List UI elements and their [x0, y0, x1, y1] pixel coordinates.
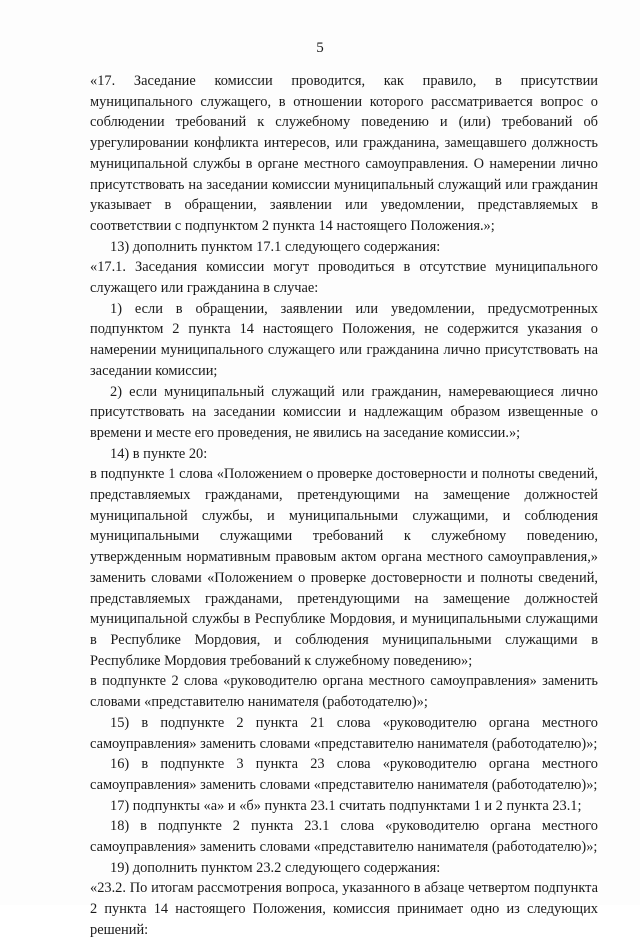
- document-body: [90, 71, 598, 941]
- paragraph-item-16: 16) в подпункте 3 пункта 23 слова «руководителю органа местного самоуправления» заменить словами «представителю нанимателя (работодателю)»;: [90, 756, 598, 793]
- paragraph-17: «17. Заседание комиссии проводится, как правило, в присутствии муниципального служащего, в отношении которого рассматривается вопрос о соблюдении требований к служебному поведению и (или) требований об урегулировании конфликта интересов, или гражданина, замещавшего должность муниципальной службы в органе местного самоуправления. О намерении лично присутствовать на заседании комиссии муниципальный служащий или гражданин указывает в обращении, заявлении или уведомлении, представляемых в соответствии с подпунктом 2 пункта 14 настоящего Положения.»;: [90, 73, 598, 234]
- paragraph-item-18: 18) в подпункте 2 пункта 23.1 слова «руководителю органа местного самоуправления» заменить словами «представителю нанимателя (работодателю)»;: [90, 818, 598, 856]
- page-number: 5: [316, 40, 324, 56]
- paragraph-17-1: «17.1. Заседания комиссии могут проводиться в отсутствие муниципального служащего или гражданина в случае:: [90, 259, 598, 297]
- paragraph-item-14-subitem-2: в подпункте 2 слова «руководителю органа местного самоуправления» заменить словами «представителю нанимателя (работодателю)»;: [90, 673, 598, 711]
- paragraph-item-13: 13) дополнить пунктом 17.1 следующего содержания:: [110, 238, 441, 255]
- paragraph-item-14: 14) в пункте 20:: [110, 445, 208, 462]
- paragraph-item-15: 15) в подпункте 2 пункта 21 слова «руководителю органа местного самоуправления» заменить словами «представителю нанимателя (работодателю)»;: [90, 714, 598, 752]
- paragraph-item-17: 17) подпункты «а» и «б» пункта 23.1 считать подпунктами 1 и 2 пункта 23.1;: [110, 797, 582, 814]
- paragraph-23-2: «23.2. По итогам рассмотрения вопроса, указанного в абзаце четвертом подпункта 2 пункта 14 настоящего Положения, комиссия принимает одно из следующих решений:: [90, 880, 598, 938]
- paragraph-17-1-subitem-1: 1) если в обращении, заявлении или уведомлении, предусмотренных подпунктом 2 пункта 14 настоящего Положения, не содержится указания о намерении муниципального служащего или гражданина лично присутствовать на заседании комиссии;: [90, 300, 598, 379]
- paragraph-item-14-subitem-1: в подпункте 1 слова «Положением о проверке достоверности и полноты сведений, представляемых гражданами, претендующими на замещение должностей муниципальной службы, и муниципальными служащими, и соблюдения муниципальными служащими требований к служебному поведению, утвержденным нормативным правовым актом органа местного самоуправления,» заменить словами «Положением о проверке достоверности и полноты сведений, представляемых гражданами, претендующими на замещение должностей муниципальной службы в Республике Мордовия, и муниципальными служащими в Республике Мордовия, и соблюдения муниципальными служащими в Республике Мордовия требований к служебному поведению»;: [90, 466, 598, 669]
- paragraph-17-1-subitem-2: 2) если муниципальный служащий или гражданин, намеревающиеся лично присутствовать на заседании комиссии и надлежащим образом извещенные о времени и месте его проведения, не явились на заседание комиссии.»;: [90, 383, 598, 441]
- paragraph-item-19: 19) дополнить пунктом 23.2 следующего содержания:: [110, 859, 441, 876]
